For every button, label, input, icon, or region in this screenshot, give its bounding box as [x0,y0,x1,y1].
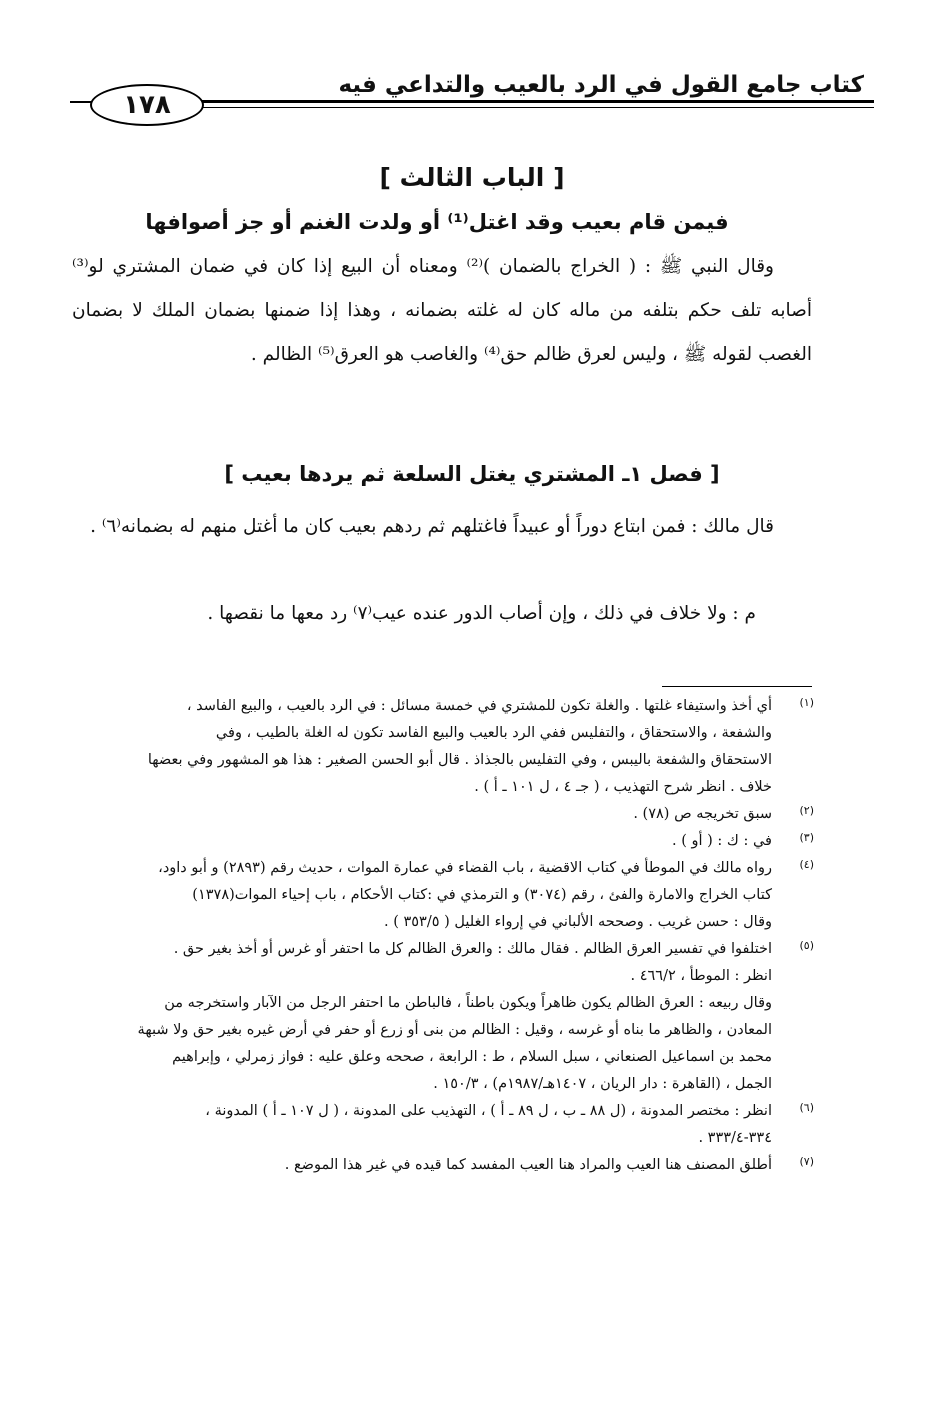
footnote-line: انظر : مختصر المدونة ، (ل ٨٨ ـ ب ، ل ٨٩ ـ أ ) ، التهذيب على المدونة ، ( ل ١٠٧ ـ أ ) المدونة ، [205,1103,772,1119]
header-rule [160,100,874,103]
footnote-number: (٧) [799,1155,814,1168]
running-header [70,70,874,132]
footnote-line: محمد بن اسماعيل الصنعاني ، سبل السلام ، ط : الرابعة ، صححه وعلق عليه : فواز زمرلي ، وإبراهيم [172,1049,772,1065]
section-note: م : ولا خلاف في ذلك ، وإن أصاب الدور عنده عيب⁽٧⁾ رد معها ما نقصها . [207,603,756,624]
chapter-title: [ الباب الثالث ] [379,163,565,192]
footnote-line: المعادن ، والظاهر ما بناه أو غرسه ، وقيل : الظالم من بنى أو زرع أو حفر في أرض غيره بغير حق ولا شبهة [137,1022,772,1038]
footnote [72,1152,812,1179]
footnote-number: (١) [799,696,814,709]
footnote [72,936,812,1098]
section-paragraph: قال مالك : فمن ابتاع دوراً أو عبيداً فاغتلهم ثم ردهم بعيب كان ما أغتل منهم له بضمانه⁽٦⁾ . [90,516,774,537]
footnote-line: خلاف . انظر شرح التهذيب ، ( جـ ٤ ، ل ١٠١ ـ أ ) . [474,779,772,795]
chapter-subtitle: فيمن قام بعيب وقد اغتل⁽¹⁾ أو ولدت الغنم أو جز أصوافها [145,210,729,234]
footnote-line: رواه مالك في الموطأ في كتاب الاقضية ، باب القضاء في عمارة الموات ، حديث رقم (٢٨٩٣) و أبو داود، [158,860,772,876]
footnote-line: في : ك : ( أو ) . [672,833,772,849]
footnote-line: أي أخذ واستيفاء غلتها . والغلة تكون للمشتري في خمسة مسائل : في الرد بالعيب ، والبيع الفاسد ، [186,698,772,714]
footnote-line: سبق تخريجه ص (٧٨) . [633,806,772,822]
header-rule-thin [160,107,874,108]
footnote-number: (٥) [799,939,814,952]
footnote-number: (٣) [799,831,814,844]
footnote-number: (٦) [799,1101,814,1114]
footnote [72,828,812,855]
footnote [72,855,812,936]
footnote-line: وقال ربيعه : العرق الظالم يكون ظاهراً ويكون باطناً ، فالباطن ما احتفر الرجل من الآبار واستخرجه من [164,995,772,1011]
footnote-line: اختلفوا في تفسير العرق الظالم . فقال مالك : والعرق الظالم كل ما احتفر أو غرس أو أخذ بغير حق . [173,941,772,957]
footnote-line: الاستحقاق والشفعة باليبس ، وفي التفليس بالجذاذ . قال أبو الحسن الصغير : هذا هو المشهور وفي بعضها [147,752,772,768]
section-title: [ فصل ١ـ المشتري يغتل السلعة ثم يردها بعيب ] [224,462,720,486]
footnote-line: أطلق المصنف هنا العيب والمراد هنا العيب المفسد كما قيده في غير هذا الموضع . [284,1157,772,1173]
running-title: كتاب جامع القول في الرد بالعيب والتداعي فيه [324,72,864,98]
footnote-line: كتاب الخراج والامارة والفئ ، رقم (٣٠٧٤) و الترمذي في :كتاب الأحكام ، باب إحياء الموات(١٣٧٨) [192,887,772,903]
header-rule-tip [70,101,92,103]
footnote-line: ٣٣٤-٣٣٣/٤ . [698,1130,772,1146]
footnotes [72,693,812,1179]
footnote-line: الجمل ، (القاهرة : دار الريان ، ١٤٠٧هـ/١٩٨٧م) ، ١٥٠/٣ . [433,1076,772,1092]
footnote-number: (٢) [799,804,814,817]
footnote-line: والشفعة ، والاستحقاق ، والتفليس ففي الرد بالعيب والبيع الفاسد تكون له الغلة بالطيب ، وفي [215,725,772,741]
footnote-number: (٤) [799,858,814,871]
footnote [72,801,812,828]
footnote [72,693,812,801]
footnote-line: وقال : حسن غريب . وصححه الألباني في إرواء الغليل ( ٣٥٣/٥ ) . [384,914,772,930]
body-paragraph: وقال النبي ﷺ : ( الخراج بالضمان )⁽²⁾ ومعناه أن البيع إذا كان في ضمان المشتري لو⁽³⁾ أصابه تلف حكم بتلفه من ماله كان له غلته بضمانه ، وهذا إذا ضمنها بضمان الملك لا بضمان الغصب لقوله ﷺ ، وليس لعرق ظالم حق⁽⁴⁾ والغاصب هو العرق⁽⁵⁾ الظالم . [72,256,812,365]
page-number: ١٧٨ [90,84,204,126]
footnote-separator [662,686,812,687]
footnote [72,1098,812,1152]
footnote-line: انظر : الموطأ ، ٤٦٦/٢ . [630,968,772,984]
